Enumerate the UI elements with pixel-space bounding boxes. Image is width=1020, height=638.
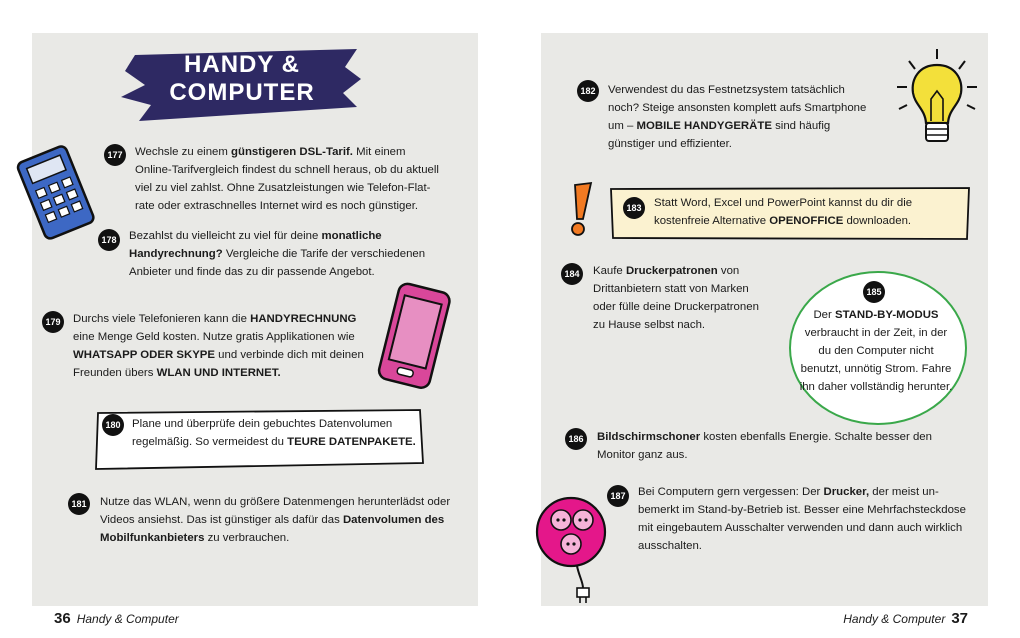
- tip-178-text: Bezahlst du vielleicht zu viel für deine: [129, 230, 322, 242]
- tip-181: [100, 493, 460, 547]
- tip-177-bold: günstigeren DSL-Tarif.: [231, 146, 353, 158]
- tip-185-bold: STAND-BY-MODUS: [834, 309, 939, 321]
- tip-184-bold: Druckerpatronen: [625, 265, 718, 277]
- page-title: [152, 51, 332, 107]
- tip-180: [132, 415, 417, 451]
- tip-182-text: Verwendest du das Festnetzsystem tatsächlich noch? Steige ansonsten komplett aufs Smartphone um –: [608, 84, 867, 132]
- tip-179-bold-2: WHATSAPP ODER SKYPE: [73, 349, 215, 361]
- tip-183-bold: OPENOFFICE: [769, 215, 844, 227]
- tip-number-185: 185: [863, 281, 885, 303]
- right-page: [541, 33, 988, 627]
- tip-187-text-2: der meist un-bemerkt im Stand-by-Betrieb ist. Besser eine Mehrfachsteckdose mit eingebautem Ausschalter verwenden und dann auch wirklich ausschalten.: [638, 486, 966, 552]
- tip-184-text: Kaufe: [593, 265, 626, 277]
- tip-181-text: Nutze das WLAN, wenn du größere Datenmengen herunterlädst oder Videos ansiehst. Das ist günstiger als dafür das: [100, 496, 451, 526]
- calculator-icon: [12, 143, 102, 243]
- tip-177-text-2: Mit einem Online-Tarifvergleich findest du schnell heraus, ob du aktuell viel zu viel zahlst. Ohne Zusatzleistungen wie Telefon-Flat-rate oder extraschnelles Internet wird es noch günstiger.: [135, 146, 439, 212]
- tip-177: [135, 143, 440, 215]
- page-number-left: 36: [54, 610, 71, 627]
- tip-186-text: kosten ebenfalls Energie. Schalte besser den Monitor ganz aus.: [597, 431, 932, 461]
- tip-number-178: 178: [98, 229, 120, 251]
- tip-178: [129, 227, 449, 281]
- tip-number-184: 184: [561, 263, 583, 285]
- tip-187: [638, 483, 968, 555]
- exclamation-icon: [563, 181, 599, 239]
- smartphone-icon: [370, 281, 460, 393]
- tip-number-177: 177: [104, 144, 126, 166]
- tip-number-187: 187: [607, 485, 629, 507]
- tip-180-bold: TEURE DATENPAKETE.: [287, 436, 416, 448]
- tip-186-bold: Bildschirmschoner: [597, 431, 701, 443]
- tip-182: [608, 81, 878, 153]
- tip-181-text-2: zu verbrauchen.: [204, 532, 290, 544]
- left-page: [32, 33, 478, 627]
- tip-number-181: 181: [68, 493, 90, 515]
- tip-185-text-2: verbraucht in der Zeit, in der du den Computer nicht benutzt, unnötig Strom. Fahre ihn daher vollständig herunter.: [799, 327, 953, 393]
- tip-187-bold: Drucker,: [823, 486, 870, 498]
- tip-183: [654, 194, 970, 230]
- tip-180-text: Plane und überprüfe dein gebuchtes Datenvolumen regelmäßig. So vermeidest du: [132, 418, 393, 448]
- tip-179: [73, 310, 373, 382]
- tip-178-bold: monatliche Handyrechnung?: [129, 230, 382, 260]
- tip-185-text: Der: [813, 309, 835, 321]
- tip-177-text: Wechsle zu einem: [135, 146, 232, 158]
- footer-label-left: Handy & Computer: [76, 612, 179, 626]
- tip-178-text-2: Vergleiche die Tarife der verschiedenen Anbieter und finde das zu dir passende Angebot.: [129, 248, 426, 278]
- tip-183-text-2: downloaden.: [843, 215, 912, 227]
- page-number-right: 37: [951, 610, 968, 627]
- title-line-2: COMPUTER: [169, 79, 315, 106]
- tip-181-bold: Datenvolumen des Mobilfunkanbieters: [100, 514, 445, 544]
- tip-179-text-2: eine Menge Geld kosten. Nutze gratis Applikationen wie: [73, 331, 355, 343]
- tip-182-text-2: sind häufig günstiger und effizienter.: [608, 120, 831, 150]
- tip-186: [597, 428, 953, 464]
- tip-number-183: 183: [623, 197, 645, 219]
- title-line-1: HANDY &: [184, 51, 300, 78]
- footer-label-right: Handy & Computer: [843, 612, 946, 626]
- power-strip-icon: [529, 490, 617, 606]
- tip-number-182: 182: [577, 80, 599, 102]
- tip-185: [799, 306, 953, 396]
- tip-184-text-2: von Drittanbietern statt von Marken oder fülle deine Druckerpatronen zu Hause selbst nach.: [593, 265, 759, 331]
- tip-number-186: 186: [565, 428, 587, 450]
- tip-179-text-3: und verbinde dich mit deinen Freunden übers: [73, 349, 364, 379]
- tip-184: [593, 262, 773, 334]
- tip-179-bold: HANDYRECHNUNG: [250, 313, 357, 325]
- tip-182-bold: MOBILE HANDYGERÄTE: [636, 120, 772, 132]
- footer-left: [48, 610, 179, 627]
- tip-187-text: Bei Computern gern vergessen: Der: [638, 486, 824, 498]
- footer-right: [843, 610, 974, 627]
- tip-number-179: 179: [42, 311, 64, 333]
- tip-183-text: Statt Word, Excel und PowerPoint kannst du dir die kostenfreie Alternative: [654, 197, 913, 227]
- tip-179-bold-3: WLAN UND INTERNET.: [156, 367, 281, 379]
- lightbulb-icon: [895, 47, 979, 155]
- tip-number-180: 180: [102, 414, 124, 436]
- tip-179-text: Durchs viele Telefonieren kann die: [73, 313, 251, 325]
